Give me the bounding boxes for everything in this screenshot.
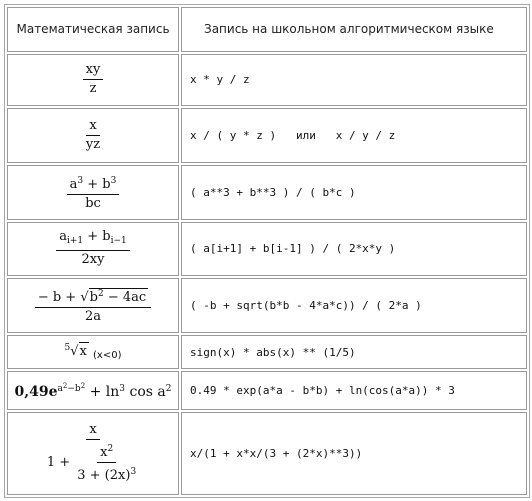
- root-sign: √x: [70, 344, 87, 360]
- math-formula: $\frac{a^3 + b^3}{bc}$: [7, 165, 179, 220]
- code-expression: x / ( y * z ) или x / y / z: [181, 108, 527, 163]
- header-code: Запись на школьном алгоритмическом языке: [181, 7, 527, 52]
- math-formula: $0,49e^{a^2-b^2} + \ln^3 \cos a^2$: [7, 371, 179, 409]
- math-formula: $\frac{x}{yz}$: [7, 108, 179, 163]
- math-formula: $^5$√x $_{(x<0)}$: [7, 335, 179, 369]
- table-row: [7, 412, 527, 495]
- math-formula: $\frac{- b + √b^2 - 4ac}{2a}$: [7, 278, 179, 333]
- table-row: [7, 54, 527, 107]
- table-row: [7, 108, 527, 163]
- table-row: [7, 278, 527, 333]
- table-row: [7, 371, 527, 409]
- code-expression: sign(x) * abs(x) ** (1/5): [181, 335, 527, 369]
- table-row: [7, 165, 527, 220]
- code-expression: x/(1 + x*x/(3 + (2*x)**3)): [181, 412, 527, 495]
- math-formula: $\frac{xy}{z}$: [7, 54, 179, 107]
- table-row: [7, 335, 527, 369]
- code-expression: ( -b + sqrt(b*b - 4*a*c)) / ( 2*a ): [181, 278, 527, 333]
- code-expression: x * y / z: [181, 54, 527, 107]
- code-expression: ( a**3 + b**3 ) / ( b*c ): [181, 165, 527, 220]
- math-formula: x 1 + $\frac{x^2}{3 + (2x)^3}$: [7, 412, 179, 495]
- table-row: [7, 222, 527, 277]
- code-expression: ( a[i+1] + b[i-1] ) / ( 2*x*y ): [181, 222, 527, 277]
- math-formula: $\frac{a_{i+1} + b_{i-1}}{2xy}$: [7, 222, 179, 277]
- code-expression: 0.49 * exp(a*a - b*b) + ln(cos(a*a)) * 3: [181, 371, 527, 409]
- header-math: Математическая запись: [7, 7, 179, 52]
- header-row: [7, 7, 527, 52]
- conversion-table: [4, 4, 530, 498]
- sqrt-sign: $√b^2 - 4ac$: [80, 289, 147, 306]
